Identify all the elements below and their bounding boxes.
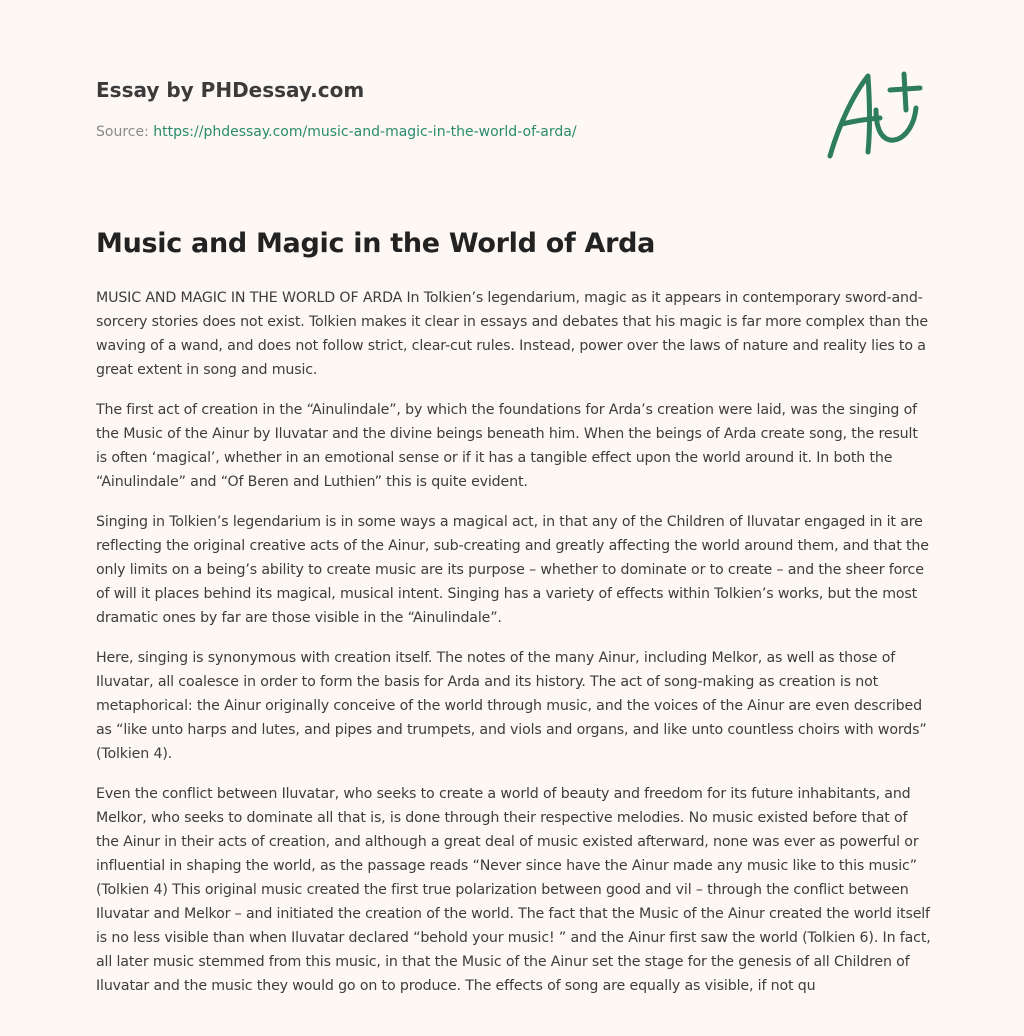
source-link[interactable]: https://phdessay.com/music-and-magic-in-the-world-of-arda/ [153, 124, 577, 140]
essay-paragraph: The first act of creation in the “Ainulindale”, by which the foundations for Arda’s creation were laid, was the singing of the Music of the Ainur by Iluvatar and the divine beings beneath him. When the beings of Arda create song, the result is often ‘magical’, whether in an emotional sense or if it has a tangible effect upon the world around it. In both the “Ainulindale” and “Of Beren and Luthien” this is quite evident. [96, 402, 918, 490]
essay-header [96, 76, 796, 142]
a-plus-grade-icon [820, 66, 930, 166]
essay-paragraph: Even the conflict between Iluvatar, who seeks to create a world of beauty and freedom for its future inhabitants, and Melkor, who seeks to dominate all that is, is done through their respective melodies. No music existed before that of the Ainur in their acts of creation, and although a great deal of music existed afterward, none was ever as powerful or influential in shaping the world, as the passage reads “Never since have the Ainur made any music like to this music” (Tolkien 4) This original music created the first true polarization between good and vil – through the conflict between Iluvatar and Melkor – and initiated the creation of the world. The fact that the Music of the Ainur created the world itself is no less visible than when Iluvatar declared “behold your music! ” and the Ainur first saw the world (Tolkien 6). In fact, all later music stemmed from this music, in that the Music of the Ainur set the stage for the genesis of all Children of Iluvatar and the music they would go on to produce. The effects of song are equally as visible, if not qu [96, 786, 931, 994]
essay-paragraph: MUSIC AND MAGIC IN THE WORLD OF ARDA In Tolkien’s legendarium, magic as it appears in contemporary sword-and-sorcery stories does not exist. Tolkien makes it clear in essays and debates that his magic is far more complex than the waving of a wand, and does not follow strict, clear-cut rules. Instead, power over the laws of nature and reality lies to a great extent in song and music. [96, 290, 928, 378]
essay-paragraph: Here, singing is synonymous with creation itself. The notes of the many Ainur, including Melkor, as well as those of Iluvatar, all coalesce in order to form the basis for Arda and its history. The act of song-making as creation is not metaphorical: the Ainur originally conceive of the world through music, and the voices of the Ainur are even described as “like unto harps and lutes, and pipes and trumpets, and viols and organs, and like unto countless choirs with words” (Tolkien 4). [96, 650, 927, 762]
essay-paragraph: Singing in Tolkien’s legendarium is in some ways a magical act, in that any of the Children of Iluvatar engaged in it are reflecting the original creative acts of the Ainur, sub-creating and greatly affecting the world around them, and that the only limits on a being’s ability to create music are its purpose – whether to dominate or to create – and the sheer force of will it places behind its magical, musical intent. Singing has a variety of effects within Tolkien’s works, but the most dramatic ones by far are those visible in the “Ainulindale”. [96, 514, 929, 626]
essay-body [96, 286, 932, 1026]
site-brand: Essay by PHDessay.com [96, 78, 365, 102]
source-line [96, 122, 796, 142]
source-label: Source: [96, 124, 154, 140]
essay-title: Music and Magic in the World of Arda [96, 228, 656, 259]
